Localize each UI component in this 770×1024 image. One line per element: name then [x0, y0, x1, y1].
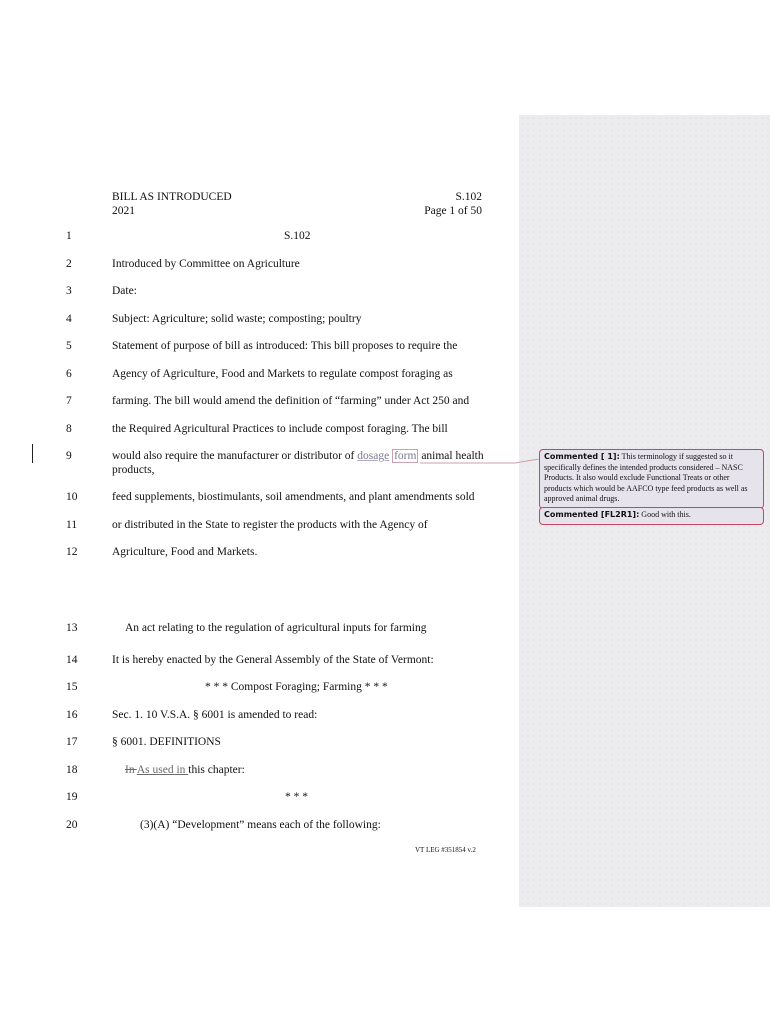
change-bar [32, 444, 33, 463]
line-number: 15 [66, 681, 78, 693]
header-right [380, 190, 482, 218]
body-text-line: farming. The bill would amend the definition of “farming” under Act 250 and [112, 395, 470, 407]
inserted-text[interactable]: As used in [136, 764, 189, 776]
introduced-by: Introduced by Committee on Agriculture [112, 258, 300, 270]
header-bill-status: BILL AS INTRODUCED [112, 191, 232, 203]
line-number: 19 [66, 791, 78, 803]
comment-reply-balloon[interactable] [539, 507, 764, 525]
footer-doc-id: VT LEG #351854 v.2 [415, 846, 476, 854]
subject-line: Subject: Agriculture; solid waste; composting; poultry [112, 313, 362, 325]
line-number: 1 [66, 230, 72, 242]
line-number: 8 [66, 423, 72, 435]
line-number: 9 [66, 450, 72, 462]
body-text-line: Agency of Agriculture, Food and Markets to regulate compost foraging as [112, 368, 453, 380]
body-text-line: (3)(A) “Development” means each of the following: [140, 819, 381, 831]
line-number: 11 [66, 519, 78, 531]
line-number: 16 [66, 709, 78, 721]
body-text-line-continued: products, [112, 464, 155, 476]
line-number: 3 [66, 285, 72, 297]
section-heading: * * * Compost Foraging; Farming * * * [205, 681, 388, 693]
commented-word-boxed[interactable]: form [394, 450, 417, 462]
line-number: 2 [66, 258, 72, 270]
comment-text: Good with this. [641, 510, 691, 519]
text-segment: this chapter: [188, 764, 245, 776]
header-page-number: Page 1 of 50 [424, 205, 482, 217]
comment-balloon[interactable] [539, 449, 764, 509]
line-number: 20 [66, 819, 78, 831]
commented-word[interactable]: dosage [357, 450, 390, 462]
section-intro: Sec. 1. 10 V.S.A. § 6001 is amended to read: [112, 709, 318, 721]
header-year: 2021 [112, 205, 135, 217]
body-text-line: or distributed in the State to register the products with the Agency of [112, 519, 428, 531]
comment-author: Commented [ 1]: [544, 452, 620, 461]
line-number: 6 [66, 368, 72, 380]
line-number: 18 [66, 764, 78, 776]
enacting-clause: It is hereby enacted by the General Assembly of the State of Vermont: [112, 654, 434, 666]
omission-marker: * * * [285, 791, 308, 803]
line-number: 17 [66, 736, 78, 748]
line-number: 13 [66, 622, 78, 634]
deleted-text[interactable]: In [125, 764, 137, 776]
line-number: 12 [66, 546, 78, 558]
date-line: Date: [112, 285, 137, 297]
line-number: 14 [66, 654, 78, 666]
bill-title: S.102 [284, 230, 311, 242]
line-number: 7 [66, 395, 72, 407]
body-text-line-tracked [125, 764, 245, 776]
line-number: 4 [66, 313, 72, 325]
body-text-line: Statement of purpose of bill as introduced: This bill proposes to require the [112, 340, 458, 352]
header-bill-number: S.102 [455, 191, 482, 203]
statute-heading: § 6001. DEFINITIONS [112, 736, 221, 748]
line-number: 5 [66, 340, 72, 352]
comment-author: Commented [FL2R1]: [544, 510, 640, 519]
body-text-line-commented[interactable] [112, 450, 484, 462]
text-segment: animal health [418, 450, 484, 462]
line-number: 10 [66, 491, 78, 503]
body-text-line: the Required Agricultural Practices to include compost foraging. The bill [112, 423, 448, 435]
header-left [112, 190, 232, 218]
text-segment: would also require the manufacturer or distributor of [112, 450, 358, 462]
comment-text: This terminology if suggested so it specifically defines the intended products considered – NASC Products. It also would exclude Functional Treats or other products which would be AAFCO type feed products as well as approved animal drugs. [544, 452, 748, 503]
body-text-line: feed supplements, biostimulants, soil amendments, and plant amendments sold [112, 491, 475, 503]
act-title: An act relating to the regulation of agricultural inputs for farming [125, 622, 427, 634]
body-text-line: Agriculture, Food and Markets. [112, 546, 258, 558]
